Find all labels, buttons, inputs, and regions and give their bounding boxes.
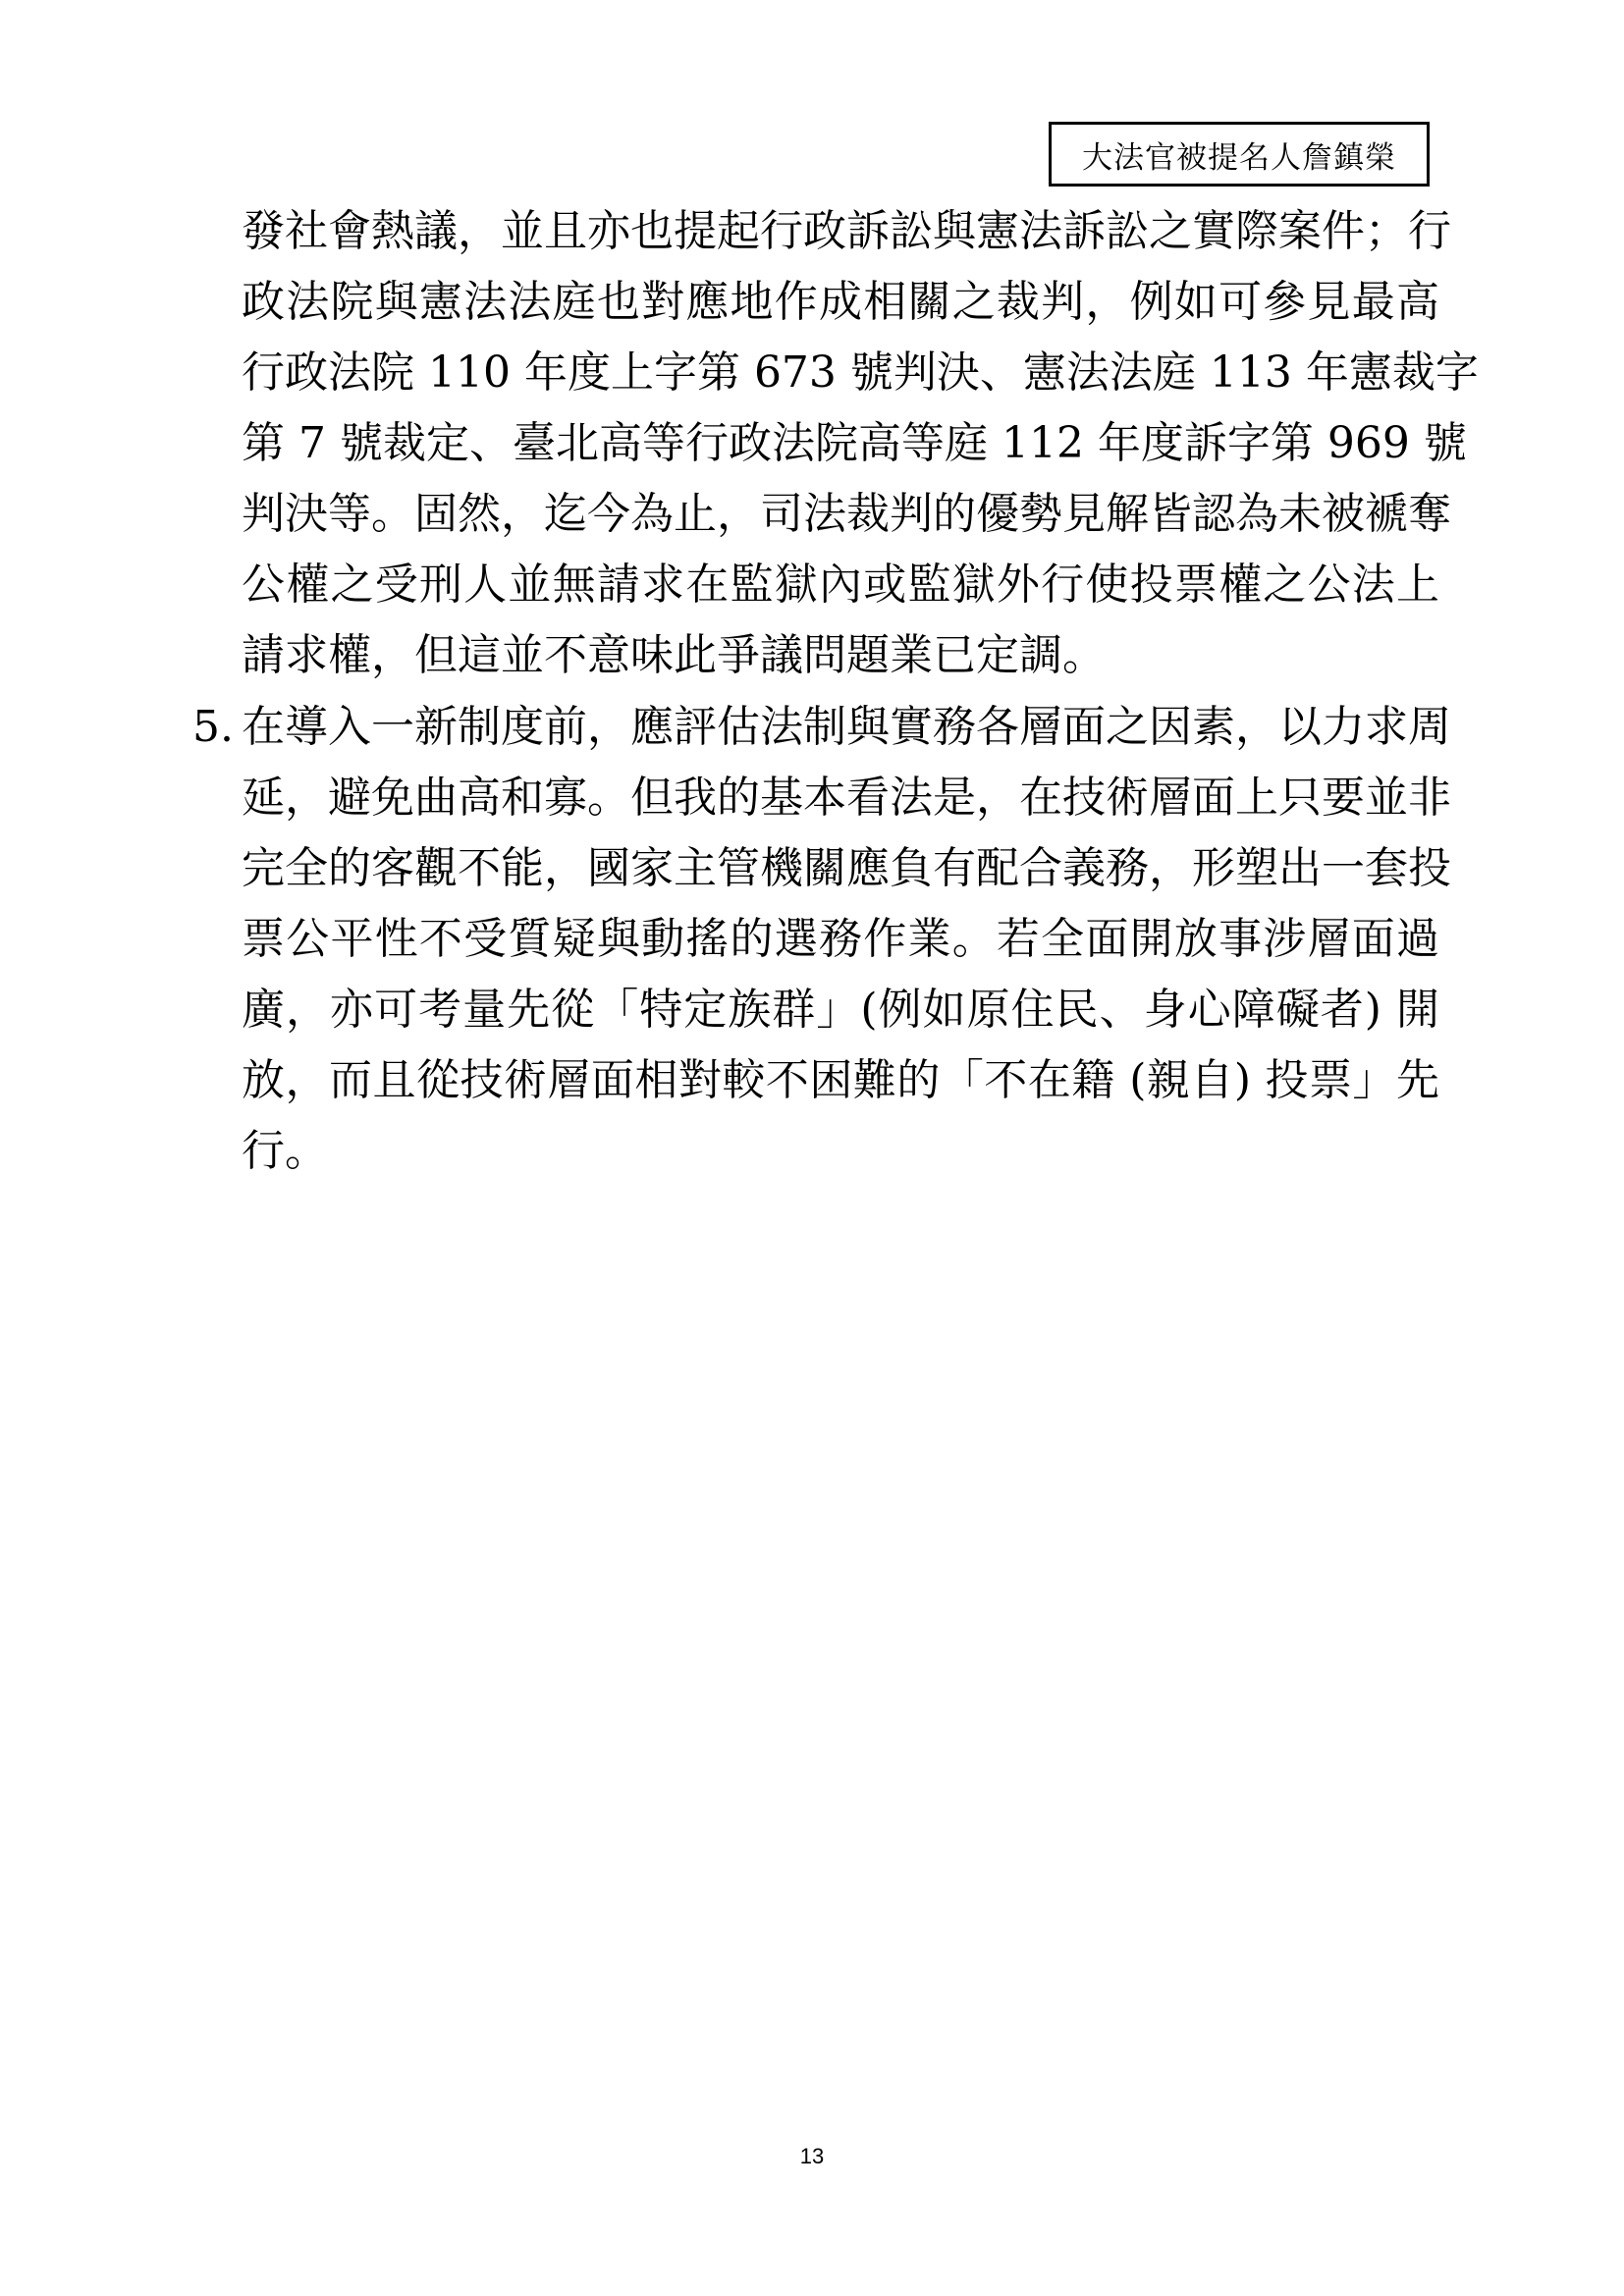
paragraph-line: 第 7 號裁定、臺北高等行政法院高等庭 112 年度訴字第 969 號 [242,418,1467,468]
paragraph-line: 公權之受刑人並無請求在監獄內或監獄外行使投票權之公法上 [242,560,1439,610]
list-item-line: 行。 [242,1126,328,1176]
page-number: 13 [799,2144,825,2168]
nominee-header-label: 大法官被提名人詹鎮榮 [1049,122,1430,187]
paragraph-line: 行政法院 110 年度上字第 673 號判決、憲法法庭 113 年憲裁字 [242,347,1479,398]
list-item-line: 完全的客觀不能，國家主管機關應負有配合義務，形塑出一套投 [242,843,1451,893]
paragraph-line: 政法院與憲法法庭也對應地作成相關之裁判，例如可參見最高 [242,277,1439,327]
list-item-line: 廣，亦可考量先從「特定族群」(例如原住民、身心障礙者) 開 [242,985,1439,1035]
paragraph-line: 判決等。固然，迄今為止，司法裁判的優勢見解皆認為未被褫奪 [242,489,1451,539]
list-item-number: 5. [192,702,234,752]
list-item-line: 在導入一新制度前，應評估法制與實務各層面之因素，以力求周 [242,702,1451,752]
list-item-line: 票公平性不受質疑與動搖的選務作業。若全面開放事涉層面過 [242,914,1439,964]
list-item-line: 放，而且從技術層面相對較不困難的「不在籍 (親自) 投票」先 [242,1055,1439,1105]
paragraph-line: 請求權，但這並不意味此爭議問題業已定調。 [242,630,1106,680]
list-item-line: 延，避免曲高和寡。但我的基本看法是，在技術層面上只要並非 [242,773,1451,823]
paragraph-line: 發社會熱議，並且亦也提起行政訴訟與憲法訴訟之實際案件；行 [242,206,1451,256]
